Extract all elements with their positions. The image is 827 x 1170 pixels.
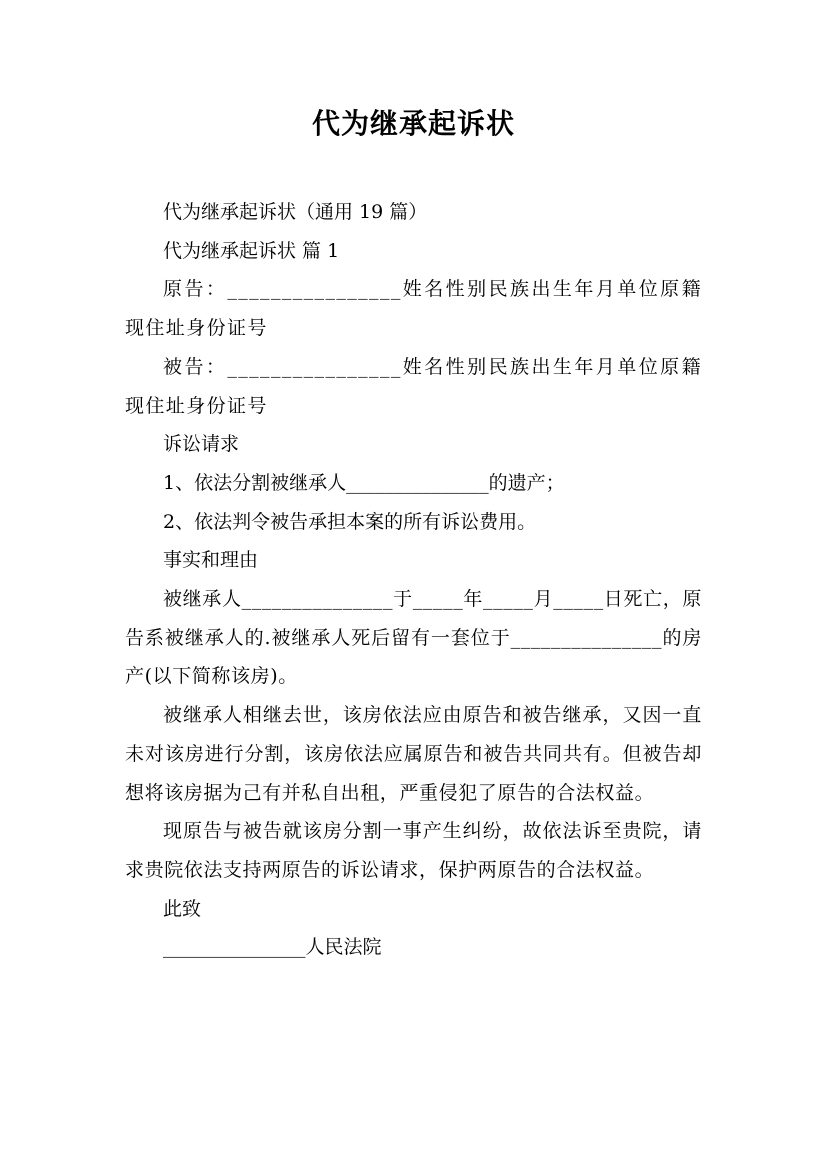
defendant-paragraph: 被告：________________姓名性别民族出生年月单位原籍现住址身份证号 [125,355,702,417]
facts-paragraph-2: 被继承人相继去世，该房依法应由原告和被告继承，又因一直未对该房进行分割，该房依法应属原告和被告共同共有。但被告却想将该房据为己有并私自出租，严重侵犯了原告的合法权益。 [125,704,702,804]
subtitle-paragraph: 代为继承起诉状（通用 19 篇） [163,201,428,223]
facts-paragraph-3: 现原告与被告就该房分割一事产生纠纷，故依法诉至贵院，请求贵院依法支持两原告的诉讼请求，保护两原告的合法权益。 [125,820,702,881]
claims-heading: 诉讼请求 [163,433,240,456]
court-line: _______________人民法院 [163,936,382,959]
facts-heading: 事实和理由 [163,549,259,572]
claim-item-2: 2、依法判令被告承担本案的所有诉讼费用。 [163,510,537,533]
claim-item-1: 1、依法分割被继承人_______________的遗产； [163,471,565,494]
closing-salutation: 此致 [163,897,202,920]
facts-paragraph-1: 被继承人_______________于_____年_____月_____日死亡，原告系被继承人的.被继承人死后留有一套位于_______________的房产(以下简称该房)。 [125,588,702,688]
section-heading-paragraph: 代为继承起诉状 篇 1 [163,239,340,262]
document-title: 代为继承起诉状 [311,107,515,140]
plaintiff-paragraph: 原告：________________姓名性别民族出生年月单位原籍现住址身份证号 [125,278,702,340]
document-body [125,193,702,967]
